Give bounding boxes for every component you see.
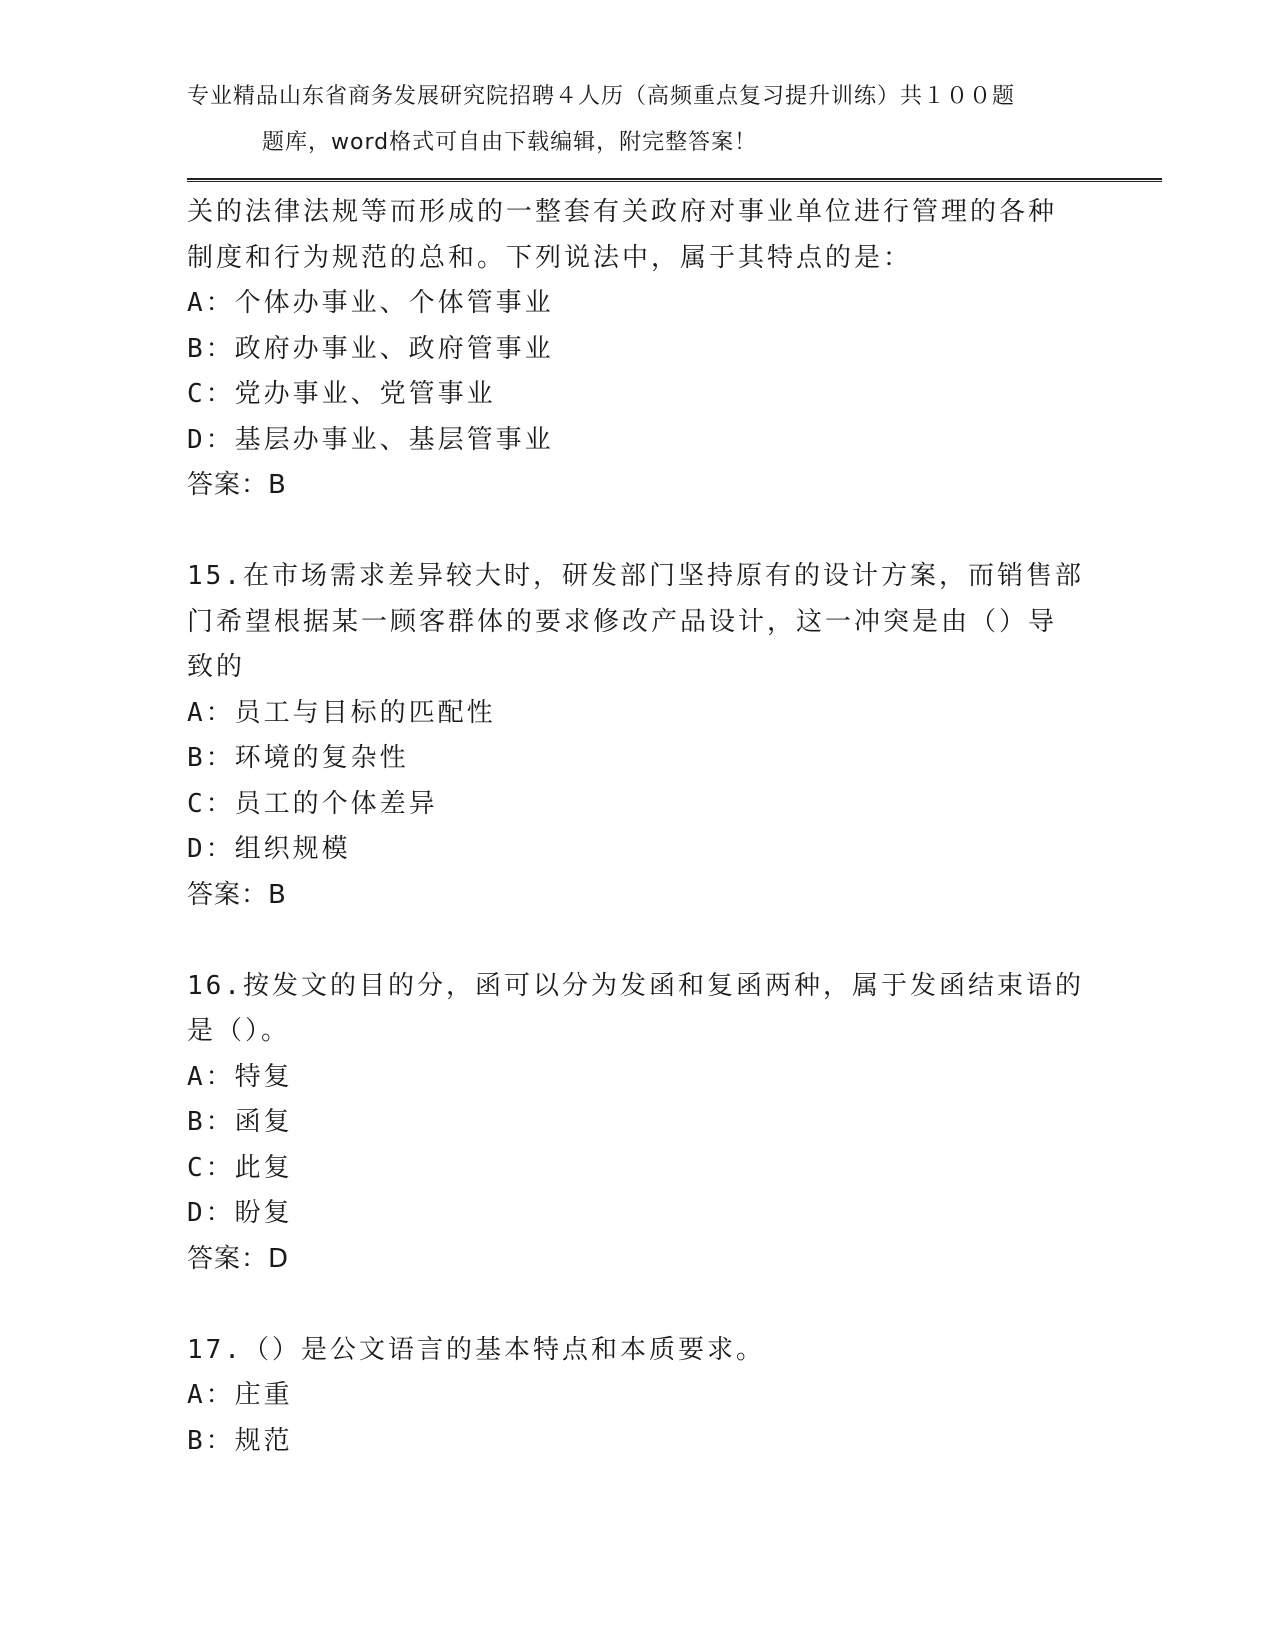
question-14	[187, 190, 1087, 509]
option-b: B：函复	[187, 1107, 293, 1137]
question-list	[187, 190, 1087, 1464]
document-title	[187, 74, 1057, 165]
question-spacer	[187, 1282, 1087, 1328]
option-d: D：基层办事业、基层管事业	[187, 424, 554, 455]
answer-line: 答案：D	[187, 1243, 290, 1274]
question-text-line: 17.（）是公文语言的基本特点和本质要求。	[187, 1334, 765, 1365]
option-a: A：员工与目标的匹配性	[187, 697, 496, 728]
question-text-line: 门希望根据某一顾客群体的要求修改产品设计，这一冲突是由（）导	[187, 606, 1058, 637]
option-a: A：庄重	[187, 1380, 293, 1410]
option-d: D：盼复	[187, 1198, 293, 1228]
answer-line: 答案：B	[187, 470, 287, 500]
question-text-line: 制度和行为规范的总和。下列说法中，属于其特点的是：	[187, 242, 913, 273]
option-b: B：环境的复杂性	[187, 743, 409, 773]
question-text-line: 关的法律法规等而形成的一整套有关政府对事业单位进行管理的各种	[187, 197, 1058, 227]
option-c: C：此复	[187, 1152, 293, 1183]
question-spacer	[187, 509, 1087, 555]
option-d: D：组织规模	[187, 834, 351, 864]
title-line-1: 专业精品山东省商务发展研究院招聘４人历（高频重点复习提升训练）共１００题	[187, 84, 1016, 109]
question-spacer	[187, 918, 1087, 964]
option-b: B：规范	[187, 1425, 293, 1456]
header-divider	[187, 178, 1162, 182]
question-text-line: 是（）。	[187, 1016, 291, 1046]
title-line-2: 题库，word格式可自由下载编辑，附完整答案！	[262, 129, 758, 155]
question-15	[187, 554, 1087, 918]
question-text-line: 15.在市场需求差异较大时，研发部门坚持原有的设计方案，而销售部	[187, 561, 1084, 591]
question-text-line: 16.按发文的目的分，函可以分为发函和复函两种，属于发函结束语的	[187, 970, 1084, 1001]
option-c: C：员工的个体差异	[187, 788, 438, 819]
option-a: A：个体办事业、个体管事业	[187, 288, 554, 318]
option-b: B：政府办事业、政府管事业	[187, 333, 554, 364]
option-c: C：党办事业、党管事业	[187, 379, 496, 409]
answer-line: 答案：B	[187, 879, 287, 910]
question-16	[187, 964, 1087, 1283]
question-17	[187, 1328, 1087, 1465]
option-a: A：特复	[187, 1061, 293, 1092]
question-text-line: 致的	[187, 652, 246, 682]
